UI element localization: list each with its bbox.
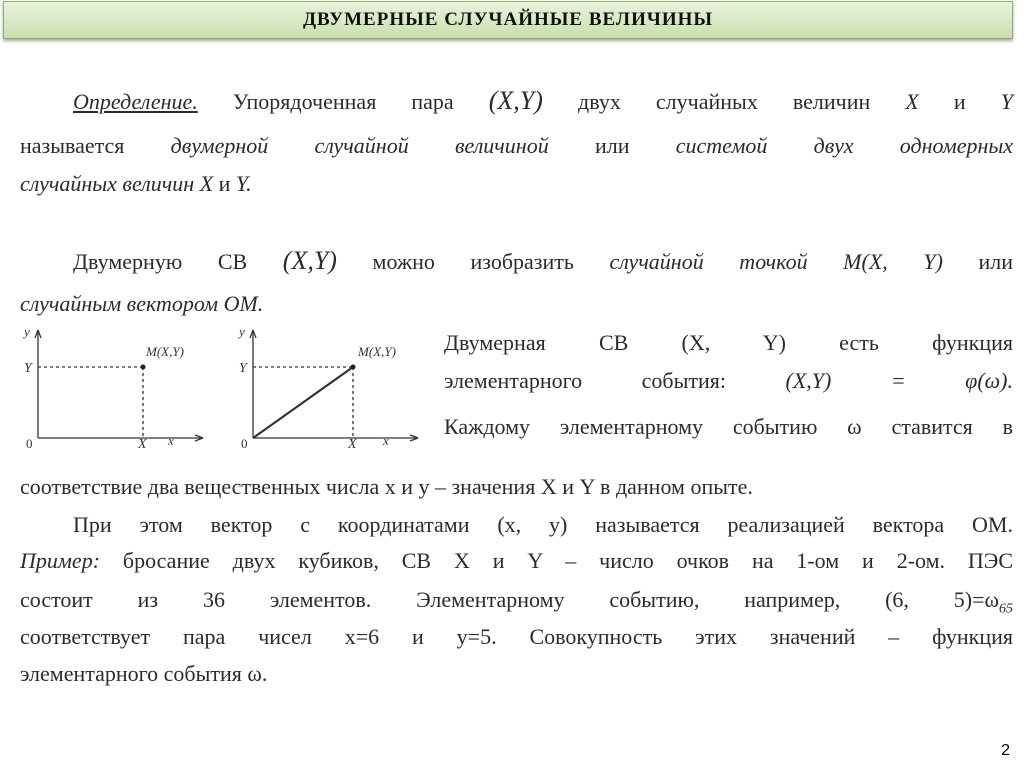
body-line-6: элементарного события ω. — [20, 661, 268, 686]
side-line-2: элементарного события: (X,Y) = φ(ω). — [444, 368, 1014, 393]
definition-line-1: Определение. Упорядоченная пара (X,Y) двух случайных величин X и Y — [73, 86, 1013, 115]
body-line-1: соответствие два вещественных числа x и y – значения X и Y в данном опыте. — [20, 474, 753, 499]
x-tick-label-2: X — [348, 437, 357, 452]
y-tick-label: Y — [24, 361, 32, 376]
x-axis-label: x — [168, 433, 174, 448]
origin-label: 0 — [26, 436, 33, 451]
point-m-dot — [141, 365, 146, 370]
body-line-2: При этом вектор с координатами (x, y) называется реализацией вектора OM. — [73, 512, 1013, 537]
random-point-figure — [18, 322, 438, 452]
para2-line-1: Двумерную СВ (X,Y) можно изобразить случайной точкой M(X, Y) или — [73, 246, 1014, 275]
y-tick-label-2: Y — [239, 361, 247, 376]
page-number: 2 — [1001, 742, 1010, 759]
body-line-4: состоит из 36 элементов. Элементарному событию, например, (6, $5)=\omega_{65}$ — [20, 587, 1013, 617]
definition-line-3: случайных величин X и Y. — [20, 171, 252, 196]
body-line-3: Пример: бросание двух кубиков, СВ X и Y – число очков на 1-ом и 2-ом. ПЭС — [20, 548, 1013, 573]
origin-label-2: 0 — [241, 436, 248, 451]
para2-line-2: случайным вектором OM. — [20, 291, 264, 316]
x-tick-label: X — [138, 437, 147, 452]
vector-m-dot — [351, 365, 356, 370]
side-line-3: Каждому элементарному событию ω ставится в — [444, 414, 1013, 439]
slide-title: ДВУМЕРНЫЕ СЛУЧАЙНЫЕ ВЕЛИЧИНЫ — [302, 9, 714, 30]
y-axis-label-2: y — [239, 324, 245, 339]
body-line-5: соответствует пара чисел x=6 и y=5. Совокупность этих значений – функция — [20, 624, 1013, 649]
slide-title-bar — [3, 1, 1013, 39]
definition-line-2: называется двумерной случайной величиной или системой двух одномерных — [20, 133, 1014, 158]
y-axis-label: y — [24, 324, 30, 339]
x-axis-label-2: x — [383, 433, 389, 448]
side-line-1: Двумерная СВ (X, Y) есть функция — [444, 330, 1013, 355]
point-m-label: M(X,Y) — [146, 344, 184, 359]
vector-m-label: M(X,Y) — [358, 344, 396, 359]
